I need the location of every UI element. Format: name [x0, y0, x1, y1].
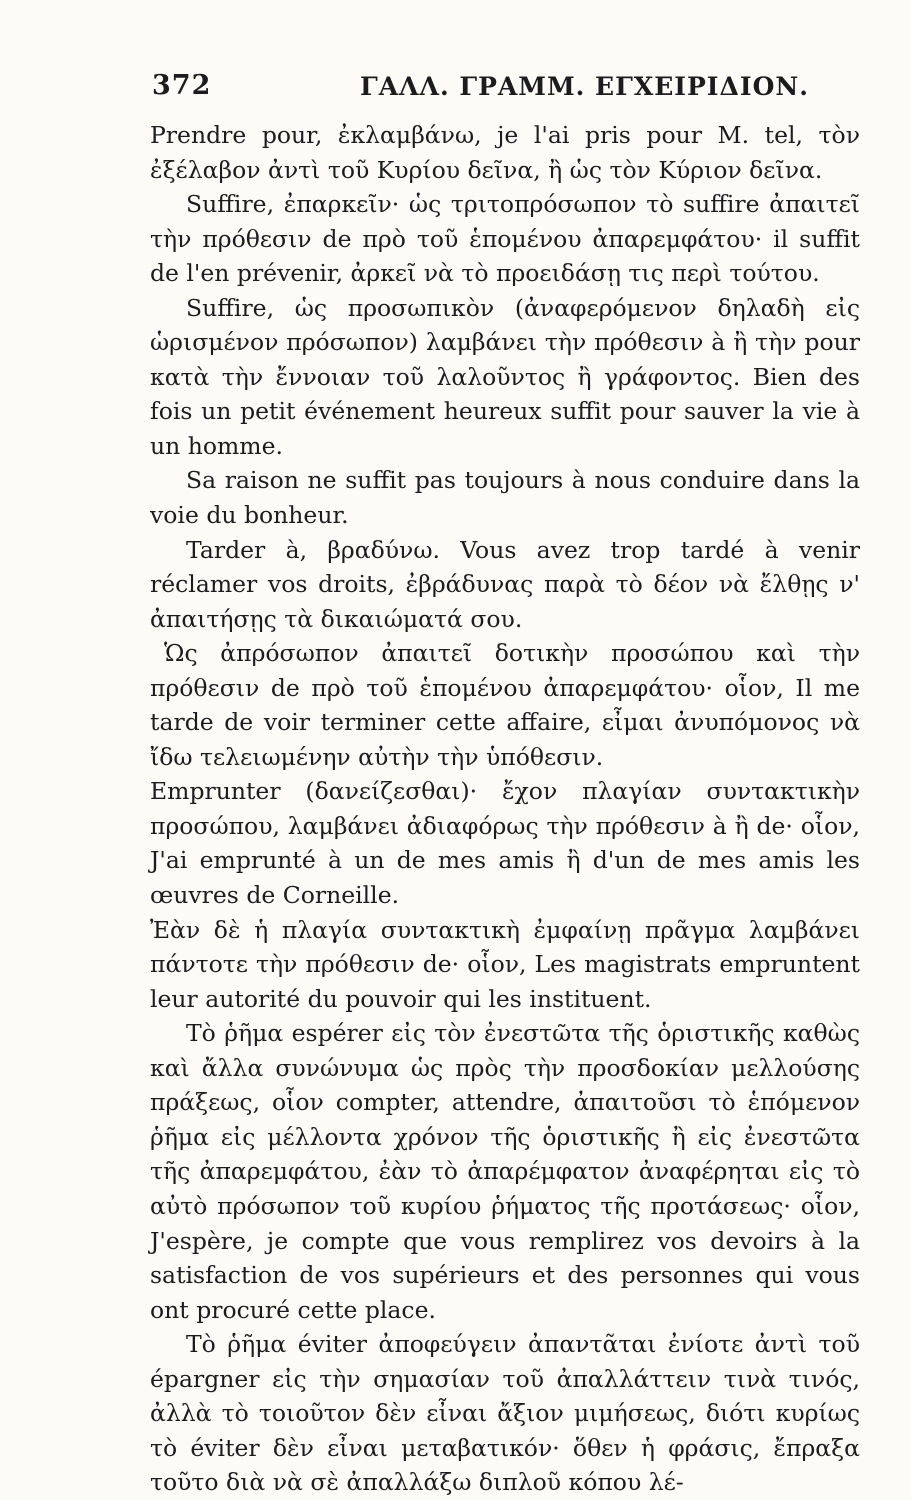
text-body [150, 118, 860, 1500]
paragraph-aprosopon: Ὡς ἀπρόσωπον ἀπαιτεῖ δοτικὴν προσώπου καὶ τὴν πρόθεσιν de πρὸ τοῦ ἑπομένου ἀπαρεμφάτου· οἷον, Il me tarde de voir terminer cette affaire, εἶμαι ἀνυπόμονος νὰ ἴδω τελειωμένην αὐτὴν τὴν ὑπόθεσιν. [150, 639, 860, 771]
page-header [150, 70, 860, 106]
paragraph-emprunter: Emprunter (δανείζεσθαι)· ἔχον πλαγίαν συντακτικὴν προσώπου, λαμβάνει ἀδιαφόρως τὴν πρόθεσιν à ἢ de· οἷον, J'ai emprunté à un de mes amis ἢ d'un de mes amis les œuvres de Corneille. [150, 777, 860, 910]
paragraph-eviter: Τὸ ῥῆμα éviter ἀποφεύγειν ἀπαντᾶται ἐνίοτε ἀντὶ τοῦ épargner εἰς τὴν σημασίαν τοῦ ἀπαλλάττειν τινὰ τινός, ἀλλὰ τὸ τοιοῦτον δὲν εἶναι ἄξιον μιμήσεως, διότι κυρίως τὸ éviter δὲν εἶναι μεταβατικόν· ὅθεν ἡ φράσις, ἔπραξα τοῦτο διὰ νὰ σὲ ἀπαλλάξω διπλοῦ κόπου λέ- [150, 1330, 860, 1497]
paragraph-tarder: Tarder à, βραδύνω. Vous avez trop tardé à venir réclamer vos droits, ἐβράδυνας παρὰ τὸ δέον νὰ ἔλθῃς ν' ἀπαιτήσῃς τὰ δικαιώματά σου. [150, 535, 860, 633]
paragraph-suffire-1: Suffire, ἐπαρκεῖν· ὡς τριτοπρόσωπον τὸ suffire ἀπαιτεῖ τὴν πρόθεσιν de πρὸ τοῦ ἑπομένου ἀπαρεμφάτου· il suffit de l'en prévenir, ἀρκεῖ νὰ τὸ προειδάσῃ τις περὶ τούτου. [150, 190, 860, 288]
paragraph-ean-de: Ἐὰν δὲ ἡ πλαγία συντακτικὴ ἐμφαίνῃ πρᾶγμα λαμβάνει πάντοτε τὴν πρόθεσιν de· οἷον, Les magistrats empruntent leur autorité du pouvoir qui les instituent. [150, 915, 860, 1013]
paragraph-suffire-2: Suffire, ὡς προσωπικὸν (ἀναφερόμενον δηλαδὴ εἰς ὡρισμένον πρόσωπον) λαμβάνει τὴν πρόθεσιν à ἢ τὴν pour κατὰ τὴν ἔννοιαν τοῦ λαλοῦντος ἢ γράφοντος. Bien des fois un petit événement heureux suffit pour sauver la vie à un homme. [150, 293, 860, 460]
paragraph-sa-raison: Sa raison ne suffit pas toujours à nous conduire dans la voie du bonheur. [150, 466, 860, 530]
paragraph-prendre: Prendre pour, ἐκλαμβάνω, je l'ai pris pour M. tel, τὸν ἐξέλαβον ἀντὶ τοῦ Κυρίου δεῖνα, ἢ ὡς τὸν Κύριον δεῖνα. [150, 121, 860, 184]
page-number: 372 [152, 70, 212, 101]
running-title: ΓΑΛΛ. ΓΡΑΜΜ. ΕΓΧΕΙΡΙΔΙΟΝ. [360, 72, 809, 101]
paragraph-esperer: Τὸ ῥῆμα espérer εἰς τὸν ἐνεστῶτα τῆς ὁριστικῆς καθὼς καὶ ἄλλα συνώνυμα ὡς πρὸς τὴν προσδοκίαν μελλούσης πράξεως, οἷον compter, attendre, ἀπαιτοῦσι τὸ ἑπόμενον ῥῆμα εἰς μέλλοντα χρόνον τῆς ὁριστικῆς ἢ εἰς ἐνεστῶτα τῆς ἀπαρεμφάτου, ἐὰν τὸ ἀπαρέμφατον ἀναφέρηται εἰς τὸ αὐτὸ πρόσωπον τοῦ κυρίου ῥήματος τῆς προτάσεως· οἷον, J'espère, je compte que vous remplirez vos devoirs à la satisfaction de vos supérieurs et des personnes qui vous ont procuré cette place. [150, 1019, 860, 1324]
